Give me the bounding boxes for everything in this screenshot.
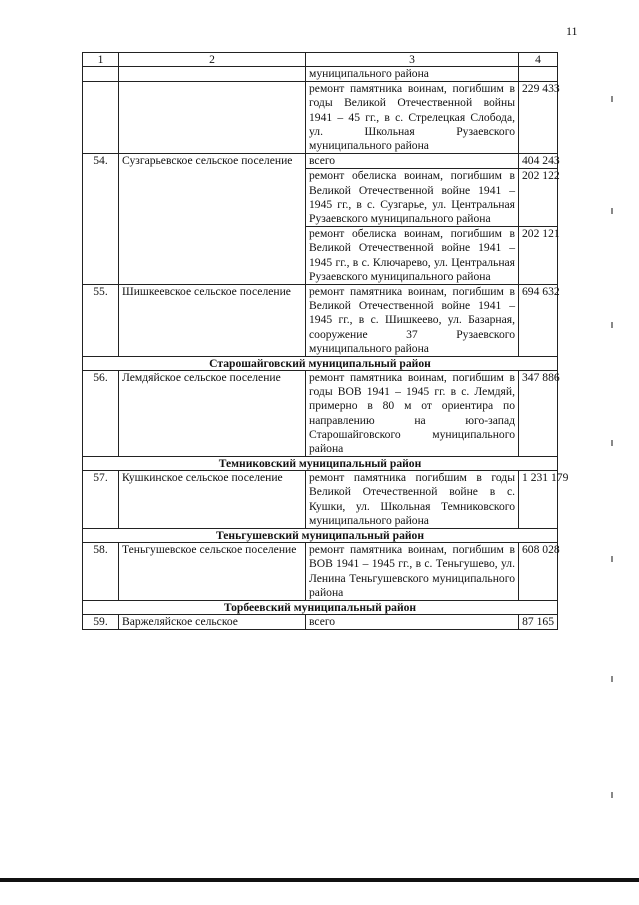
amount: 229 433: [519, 82, 558, 154]
table-row: [83, 371, 558, 457]
work-description: ремонт памятника погибшим в годы Великой Отечественной войне в с. Кушки, ул. Школьная Темниковского муниципального района: [306, 471, 519, 529]
scan-margin-marks: [611, 0, 617, 905]
amount: 694 632: [519, 285, 558, 357]
work-description: ремонт памятника воинам, погибшим в годы Великой Отечественной войны 1941 – 45 гг., в с. Стрелецкая Слобода, ул. Школьная Рузаевского муниципального района: [306, 82, 519, 154]
district-heading-row: [83, 357, 558, 371]
work-description: ремонт памятника воинам, погибшим в годы ВОВ 1941 – 1945 гг. в с. Лемдяй, примерно в 80 м от ориентира по направлению на юго-запад Старошайговского муниципального района: [306, 371, 519, 457]
work-description: муниципального района: [306, 67, 519, 82]
work-description: всего: [306, 154, 519, 169]
row-number: [83, 82, 119, 154]
settlement-name: [119, 67, 306, 82]
settlement-name: Шишкеевское сельское поселение: [119, 285, 306, 357]
header-cell: 2: [119, 53, 306, 67]
page-number: 11: [566, 24, 578, 38]
row-number: 59.: [83, 614, 119, 629]
work-description: ремонт памятника воинам, погибшим в Великой Отечественной войне 1941 – 1945 гг., в с. Шишкеево, ул. Базарная, сооружение 37 Рузаевского муниципального района: [306, 285, 519, 357]
amount: 404 243: [519, 154, 558, 169]
table-row: [83, 67, 558, 82]
settlement-name: Теньгушевское сельское поселение: [119, 543, 306, 601]
settlement-name: [119, 82, 306, 154]
work-description: ремонт обелиска воинам, погибшим в Великой Отечественной войне 1941 – 1945 гг., в с. Ключарево, ул. Центральная Рузаевского муниципального района: [306, 227, 519, 285]
row-number: 58.: [83, 543, 119, 601]
table-row: [83, 471, 558, 529]
table-row: [83, 154, 558, 169]
district-title: Торбеевский муниципальный район: [83, 600, 558, 614]
scan-bottom-edge: [0, 878, 639, 882]
row-number: [83, 67, 119, 82]
header-cell: 3: [306, 53, 519, 67]
table-row: [83, 82, 558, 154]
table-row: [83, 543, 558, 601]
table-header-row: [83, 53, 558, 67]
table-row: [83, 285, 558, 357]
district-title: Старошайговский муниципальный район: [83, 357, 558, 371]
district-heading-row: [83, 529, 558, 543]
amount: 87 165: [519, 614, 558, 629]
work-description: всего: [306, 614, 519, 629]
row-number: 54.: [83, 154, 119, 285]
row-number: 56.: [83, 371, 119, 457]
district-title: Темниковский муниципальный район: [83, 457, 558, 471]
work-description: ремонт памятника воинам, погибшим в ВОВ 1941 – 1945 гг., в с. Теньгушево, ул. Ленина Теньгушевского муниципального района: [306, 543, 519, 601]
settlement-name: Сузгарьевское сельское поселение: [119, 154, 306, 285]
amount: 347 886: [519, 371, 558, 457]
header-cell: 4: [519, 53, 558, 67]
amount: 202 122: [519, 169, 558, 227]
district-heading-row: [83, 600, 558, 614]
header-cell: 1: [83, 53, 119, 67]
work-description: ремонт обелиска воинам, погибшим в Великой Отечественной войне 1941 – 1945 гг., в с. Сузгарье, ул. Центральная Рузаевского муниципального района: [306, 169, 519, 227]
settlement-name: Лемдяйское сельское поселение: [119, 371, 306, 457]
row-number: 55.: [83, 285, 119, 357]
district-title: Теньгушевский муниципальный район: [83, 529, 558, 543]
amount: [519, 67, 558, 82]
amount: 608 028: [519, 543, 558, 601]
table-row: [83, 614, 558, 629]
row-number: 57.: [83, 471, 119, 529]
district-heading-row: [83, 457, 558, 471]
settlement-name: Кушкинское сельское поселение: [119, 471, 306, 529]
amount: 202 121: [519, 227, 558, 285]
amount: 1 231 179: [519, 471, 558, 529]
settlement-name: Варжеляйское сельское: [119, 614, 306, 629]
allocation-table: [82, 52, 569, 630]
